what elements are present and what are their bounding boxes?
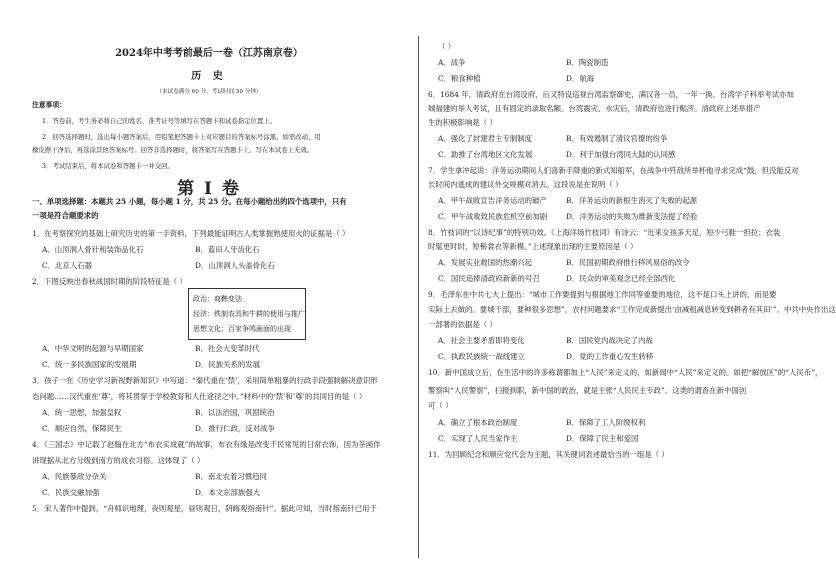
subject-title: 历 史 xyxy=(191,71,227,82)
option-c: C．甲午战败致民族危机空前加剧 xyxy=(438,212,548,221)
question-stem: 1．在考察探究的基础上研究历史的第一手资料，下列最能证明古人类掌握熟使用火的证据是（ ） xyxy=(32,229,350,238)
option-d: D．本文东部族强大 xyxy=(195,488,261,497)
question-stem-cont: 态问题……汉代重在‘尊’，将其贯穿于学校教育和人仕途径之中。”材料中的‘禁’和‘尊’的共同目的是（ ） xyxy=(32,392,367,401)
option-b: B．南北农着习惯趋同 xyxy=(195,472,267,481)
option-a: A．强化了封建君主专制制度 xyxy=(438,134,533,143)
option-d: D．航海 xyxy=(566,74,595,83)
option-c: C．实现了人民当家作主 xyxy=(438,434,518,443)
question-stem-cont: 时髦更时时，短髻裳衣等新模。”上述现象出现的主要原因是（ ） xyxy=(428,242,638,251)
question-stem: 2．下图反映出春秋战国时期的阶段特征是（ ） xyxy=(32,277,187,286)
notes-heading: 注意事项： xyxy=(32,101,66,109)
option-b: B．蓝田人牙齿化石 xyxy=(195,245,260,254)
option-c: C．国民追捧清政府新新的号召 xyxy=(438,274,540,283)
option-b: B．以法治国，巩固统治 xyxy=(195,408,275,417)
option-d: D．党的工作重心发生转移 xyxy=(566,352,654,361)
option-c: C．顺应自然，保障民生 xyxy=(42,424,122,433)
option-b: B．保障了工人阶级权利 xyxy=(566,418,646,427)
option-d: D．民族关系的发展 xyxy=(195,360,261,369)
option-a: A．战争 xyxy=(438,58,466,67)
option-c: C．北京人石器 xyxy=(42,261,92,270)
option-b: B．陶瓷制造 xyxy=(566,58,609,67)
question-stem: 11．为回顾纪念和顺应党代会为主题，其关键词表述最恰当的一组是（ ） xyxy=(428,450,669,459)
note-item: 1．答卷前，考生务必将自己的姓名、准考证号等填写在答题卡和试卷指定位置上。 xyxy=(42,117,277,125)
question-stem: 4．《三国志》中记载了赵翰在北方“布衣实成就”的故事，布衣有缘是改变千民常见的日常衣饰，因为茶画作 xyxy=(32,440,381,449)
box-line: 政治：商鞅变法 xyxy=(193,295,242,303)
option-c: C．民族交融加强 xyxy=(42,488,100,497)
option-d: D．洋务运动的失败为维新变法提了经验 xyxy=(566,212,698,221)
note-item: 橡皮擦干净后，再选涂其他答案标号。回答非选择题时，将答案写在答题卡上。写在本试卷上无效。 xyxy=(32,146,314,154)
option-a: A．甲午战败宣告洋务运动的破产 xyxy=(438,196,547,205)
exam-info: （本试卷满分 60 分，考试时间 50 分钟） xyxy=(156,89,262,95)
option-a: A．确立了根本政治制度 xyxy=(438,418,518,427)
option-a: A．发展实业救国的热潮兴起 xyxy=(438,258,533,267)
answer-paren: （ ） xyxy=(438,42,456,51)
exam-title: 2024年中考考前最后一卷（江苏南京卷） xyxy=(115,48,303,59)
option-b: B．国民党内战决定了内战 xyxy=(566,336,653,345)
option-b: B．社会大变革时代 xyxy=(195,344,260,353)
note-item: 2．回答选择题时，选出每小题答案后，用铅笔把答题卡上对应题目的答案标号涂黑。如需改动，用 xyxy=(42,133,321,141)
section-title: 第 I 卷 xyxy=(177,179,241,199)
option-c: C．助推了台湾地区文化发展 xyxy=(438,150,533,159)
question-stem: 7．学生拿冲起说：洋务运动期间人们喜新手降重的新式知船军，在战争中歼敌所举杯他寻求完成“鼓，但没能反对 xyxy=(428,166,799,175)
option-d: D．民众的审美观念已经全部西化 xyxy=(566,274,676,283)
question-stem-cont: 实际上去做的。要城干部，要种很多思想”，农村问题要求“工作完成新提出‘由减租减息转变到耕者有其田’”。中共中央作出这 xyxy=(428,305,836,314)
note-item: 3．考试结束后，将本试卷和答题卡一并交回。 xyxy=(42,162,174,170)
option-d: D．保障了民主和爱国 xyxy=(566,434,639,443)
question-stem: 5．宋人著作中提到，“舟师识地理，夜则观星，昼则观日，阴晦观指南针”。据此可知，当时指南针已用于 xyxy=(32,504,377,513)
option-b: B．洋务运动的新根生消灭了失败的起源 xyxy=(566,196,698,205)
question-stem-cont: 可（ ） xyxy=(428,401,453,410)
option-d: D．山顶洞人头盖骨化石 xyxy=(195,261,275,270)
option-c: C．统一多民族国家的发展期 xyxy=(42,360,137,369)
info-box xyxy=(188,288,306,340)
question-stem-cont: 警察叫“人民警察”，扫报到职，新中国的政治，就是主张“人民民主专政”。这类的谓查在新中国创 xyxy=(428,386,747,395)
option-b: B．民国初期政府推行移风易俗的改令 xyxy=(566,258,690,267)
question-stem-cont: 一部署的依据是（ ） xyxy=(428,320,497,329)
option-a: A．中华文明的起源与早期国家 xyxy=(42,344,144,353)
box-line: 经济：铁制农具和牛耕的使用与推广 xyxy=(193,310,305,318)
question-stem-cont: 讲现据从北方分级到南方的成衣习俗。这体现了（ ） xyxy=(32,456,205,465)
right-column xyxy=(418,0,836,562)
option-d: D．推行仁政，反对战争 xyxy=(195,424,275,433)
option-a: A．统一思想，加强皇权 xyxy=(42,408,122,417)
option-b: B．有效遏制了清议官僚的纷争 xyxy=(566,134,668,143)
question-stem-cont: 长时间内逃成的建议外交规模对消去。这段说是在说明（ ） xyxy=(428,180,623,189)
part-intro: 一、单项选择题：本题共 25 小题，每小题 1 分，共 25 分。在每小题给出的四个选项中，只有 xyxy=(32,197,347,206)
option-a: A．山顶洞人骨针和装饰品化石 xyxy=(42,245,144,254)
question-stem: 3．孩子一在《历史学习新视野新知识》中写道：“秦代重在‘禁’，采用简单粗暴的行政手段强制解决意识形 xyxy=(32,376,378,385)
option-a: A．社会主要矛盾即将变化 xyxy=(438,336,525,345)
part-intro-cont: 一项是符合题要求的 xyxy=(32,211,99,220)
question-stem: 8．竹枝词的“以诗纪事”的特别功效。《上海洋场竹枝词》有诗云：“近来女孩多天足，短少弓鞋一担拉；衣装 xyxy=(428,228,781,237)
question-stem: 10．新中国成立后，在生活中的许多称谓都加上“人民”来定义的，如新闻中“人民”来定义的。如把“解放区”的“人民币”， xyxy=(428,368,823,377)
question-stem: 6．1684 年，清政府在台湾设府，后又特设巡视台湾监察御史，满汉各一员，一年一换。台湾学子科举考试亦加 xyxy=(428,90,794,99)
question-stem-cont: 城福建的举人考试，且有固定的录取名额。台湾震灾、水灾后，清政府也进行赈济。清政府上述举措产 xyxy=(428,104,761,113)
option-a: A．民族暴敌分杂关 xyxy=(42,472,107,481)
question-stem: 9．毛泽东在中共七大上提出：“城市工作要提到与根据地工作同等重要的地位，这不是口头上讲的，而是要 xyxy=(428,290,777,299)
question-stem-cont: 生的积极影响是（ ） xyxy=(428,118,497,127)
box-line: 思想文化：百家争鸣画面的出现 xyxy=(193,325,291,333)
option-d: D．利于加强台湾同大陆的认同感 xyxy=(566,150,676,159)
option-c: C．粮食种植 xyxy=(438,74,481,83)
option-c: C．执政民族统一战线建立 xyxy=(438,352,525,361)
